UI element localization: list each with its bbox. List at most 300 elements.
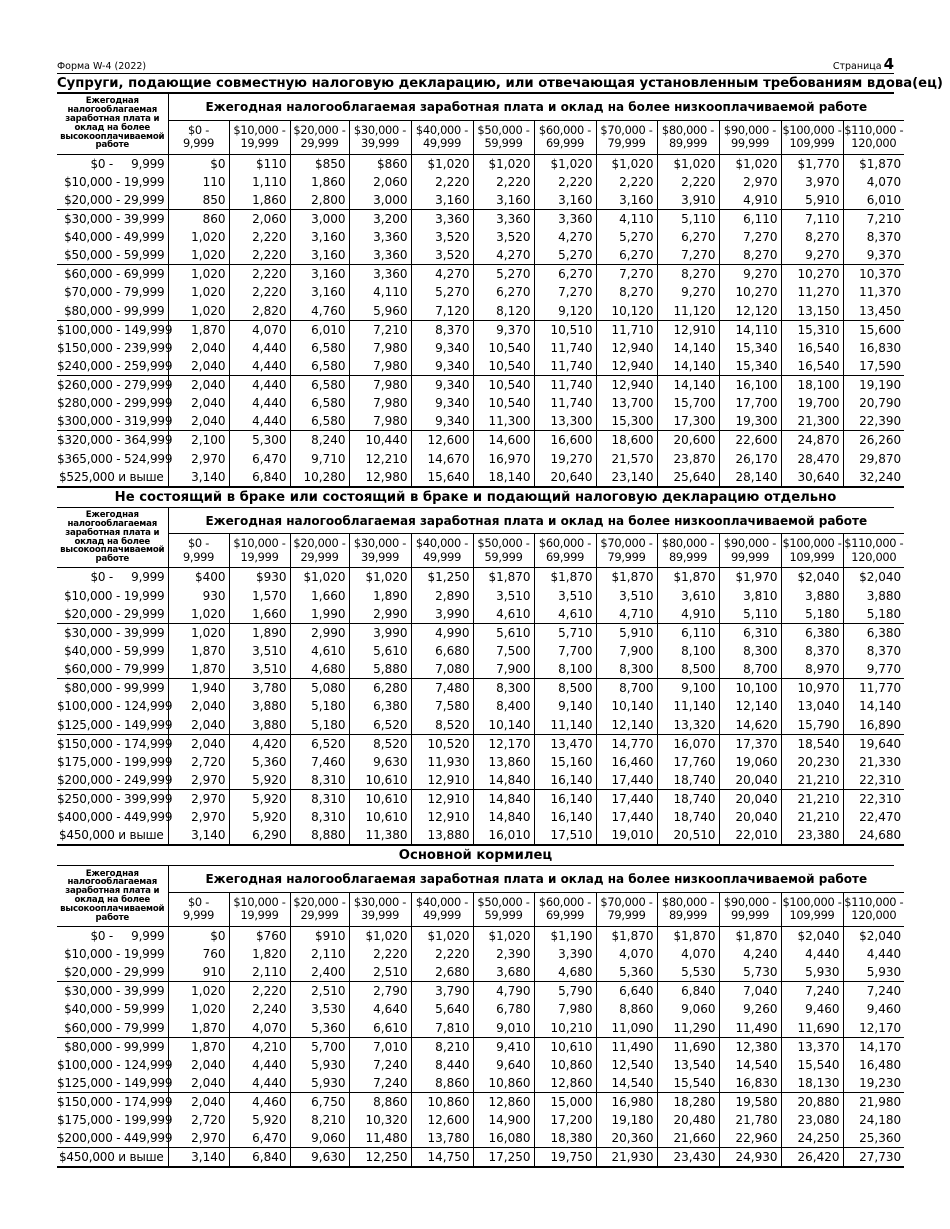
row-range-to: 174,999 bbox=[124, 736, 173, 751]
table-cell: 10,610 bbox=[349, 789, 411, 808]
table-cell: 10,610 bbox=[349, 808, 411, 826]
table-cell: 850 bbox=[168, 191, 229, 210]
row-range-to: 364,999 bbox=[124, 433, 173, 448]
table-cell: 17,700 bbox=[719, 394, 781, 412]
table-cell: 2,220 bbox=[229, 228, 290, 246]
table-row bbox=[57, 339, 904, 357]
table-row bbox=[57, 1129, 904, 1148]
table-row bbox=[57, 697, 904, 715]
table-cell: 1,870 bbox=[168, 642, 229, 660]
table-cell: 12,940 bbox=[596, 357, 657, 376]
table-cell: 30,640 bbox=[781, 468, 843, 487]
table-cell: 14,600 bbox=[473, 431, 534, 450]
table-cell: 19,230 bbox=[843, 1074, 904, 1093]
table-row bbox=[57, 376, 904, 395]
table-cell: 13,320 bbox=[657, 716, 719, 735]
table-cell: 2,970 bbox=[719, 173, 781, 191]
table-cell: 9,340 bbox=[411, 412, 473, 431]
table-cell: 10,140 bbox=[596, 697, 657, 715]
table-cell: 2,040 bbox=[168, 376, 229, 395]
table-cell: 9,770 bbox=[843, 660, 904, 679]
table-cell: 2,890 bbox=[411, 586, 473, 604]
row-label bbox=[57, 789, 173, 808]
table-cell: 23,380 bbox=[781, 826, 843, 845]
row-range-from: $30,000 - bbox=[64, 625, 121, 640]
table-cell: $1,870 bbox=[859, 156, 902, 171]
range-to: 109,999 bbox=[789, 549, 835, 564]
table-cell: 14,110 bbox=[719, 320, 781, 339]
table-cell: 3,160 bbox=[411, 191, 473, 210]
row-range-from: $150,000 - bbox=[57, 736, 121, 751]
table-row bbox=[57, 1092, 904, 1111]
table-cell: 2,970 bbox=[168, 449, 229, 467]
range-from: $30,000 - bbox=[353, 894, 407, 909]
table-cell: 1,020 bbox=[168, 265, 229, 284]
table-cell: 5,640 bbox=[411, 1000, 473, 1018]
table-cell: 8,210 bbox=[411, 1037, 473, 1056]
table-cell: $1,020 bbox=[473, 154, 534, 173]
row-range-to: 59,999 bbox=[123, 248, 165, 263]
table-cell: 19,750 bbox=[534, 1148, 596, 1168]
table-cell: 9,060 bbox=[290, 1129, 349, 1148]
row-range-from: $150,000 - bbox=[57, 1094, 121, 1109]
table-row bbox=[57, 431, 904, 450]
page-header bbox=[57, 56, 894, 74]
table-cell: 5,700 bbox=[290, 1037, 349, 1056]
table-cell: 17,590 bbox=[843, 357, 904, 376]
table-cell: 12,860 bbox=[473, 1092, 534, 1111]
row-label bbox=[57, 173, 168, 191]
table-cell: 10,610 bbox=[349, 771, 411, 790]
table-cell: 14,670 bbox=[411, 449, 473, 467]
table-row bbox=[57, 394, 904, 412]
column-range bbox=[290, 534, 349, 568]
row-range-from: $125,000 - bbox=[57, 1075, 121, 1090]
row-label bbox=[57, 1092, 173, 1111]
table-cell: 4,680 bbox=[534, 963, 596, 982]
table-cell: 3,160 bbox=[290, 246, 349, 265]
table-cell: 3,160 bbox=[473, 191, 534, 210]
row-range-from: $30,000 - bbox=[64, 984, 121, 999]
table-cell: 1,870 bbox=[168, 1037, 229, 1056]
table-cell: 7,270 bbox=[534, 283, 596, 301]
table-cell: 1,890 bbox=[229, 623, 290, 642]
table-cell: 5,930 bbox=[781, 963, 843, 982]
row-range-from: $80,000 - bbox=[64, 681, 121, 696]
table-cell: 9,630 bbox=[290, 1148, 349, 1168]
table-cell: $1,250 bbox=[411, 568, 473, 587]
table-cell: 7,460 bbox=[290, 753, 349, 771]
table-cell: 9,340 bbox=[411, 339, 473, 357]
range-from: $90,000 - bbox=[723, 894, 777, 909]
column-range bbox=[473, 120, 534, 154]
table-cell: 18,740 bbox=[657, 789, 719, 808]
table-cell: 11,140 bbox=[657, 697, 719, 715]
row-label bbox=[57, 926, 168, 945]
table-cell: 5,960 bbox=[349, 302, 411, 321]
table-cell: 9,270 bbox=[657, 283, 719, 301]
range-to: 39,999 bbox=[360, 136, 400, 150]
row-label bbox=[57, 265, 168, 284]
table-row bbox=[57, 945, 904, 963]
table-cell: 6,380 bbox=[349, 697, 411, 715]
row-label bbox=[57, 679, 168, 698]
table-row bbox=[57, 191, 904, 210]
table-cell: 12,910 bbox=[411, 771, 473, 790]
table-cell: 1,660 bbox=[290, 586, 349, 604]
row-range-to: 39,999 bbox=[123, 211, 165, 226]
table-cell: $1,020 bbox=[534, 154, 596, 173]
row-range-to: 49,999 bbox=[123, 230, 165, 245]
table-cell: 11,930 bbox=[411, 753, 473, 771]
table-cell: 5,180 bbox=[290, 716, 349, 735]
table-cell: 14,840 bbox=[473, 771, 534, 790]
table-cell: 5,360 bbox=[290, 1019, 349, 1038]
row-label bbox=[57, 808, 173, 826]
table-cell: 2,040 bbox=[168, 412, 229, 431]
table-cell: 5,920 bbox=[229, 1111, 290, 1129]
column-range bbox=[349, 892, 411, 926]
range-from: $40,000 - bbox=[415, 536, 469, 551]
row-range-to: 399,999 bbox=[124, 791, 173, 806]
tax-table bbox=[57, 94, 904, 488]
range-to: 59,999 bbox=[484, 908, 523, 923]
table-cell: 7,810 bbox=[411, 1019, 473, 1038]
table-cell: 19,180 bbox=[596, 1111, 657, 1129]
table-cell: 10,100 bbox=[719, 679, 781, 698]
table-cell: 16,980 bbox=[596, 1092, 657, 1111]
table-cell: 8,700 bbox=[596, 679, 657, 698]
table-cell: 21,780 bbox=[719, 1111, 781, 1129]
table-cell: 6,010 bbox=[843, 191, 904, 210]
table-cell: 20,480 bbox=[657, 1111, 719, 1129]
table-cell: 4,640 bbox=[349, 1000, 411, 1018]
table-cell: 3,510 bbox=[229, 660, 290, 679]
table-cell: 15,540 bbox=[657, 1074, 719, 1093]
row-range-to: 99,999 bbox=[123, 681, 165, 696]
table-cell: 7,010 bbox=[349, 1037, 411, 1056]
range-to: 19,999 bbox=[240, 136, 279, 150]
table-row bbox=[57, 1074, 904, 1093]
table-cell: 5,180 bbox=[781, 605, 843, 624]
table-cell: 1,870 bbox=[168, 320, 229, 339]
table-cell: 6,520 bbox=[349, 716, 411, 735]
table-cell: 4,440 bbox=[229, 339, 290, 357]
table-cell: 1,020 bbox=[168, 283, 229, 301]
range-from: $40,000 - bbox=[415, 894, 469, 909]
table-cell: 7,480 bbox=[411, 679, 473, 698]
table-cell: 12,250 bbox=[349, 1148, 411, 1168]
table-cell: 19,700 bbox=[781, 394, 843, 412]
range-to: 120,000 bbox=[851, 549, 897, 564]
table-cell: 3,360 bbox=[411, 209, 473, 228]
table-cell: 7,980 bbox=[349, 339, 411, 357]
table-cell: 12,910 bbox=[411, 808, 473, 826]
range-to: 49,999 bbox=[422, 549, 462, 564]
row-range-to: 124,999 bbox=[124, 699, 173, 714]
row-range-from: $20,000 - bbox=[64, 965, 121, 980]
table-cell: 5,110 bbox=[657, 209, 719, 228]
table-cell: 910 bbox=[168, 963, 229, 982]
table-cell: 13,040 bbox=[781, 697, 843, 715]
row-label bbox=[57, 716, 173, 735]
row-label bbox=[57, 228, 168, 246]
table-row bbox=[57, 734, 904, 753]
row-range-to: 149,999 bbox=[124, 1075, 173, 1090]
table-cell: 4,610 bbox=[534, 605, 596, 624]
table-cell: 10,520 bbox=[411, 734, 473, 753]
range-from: $60,000 - bbox=[538, 122, 592, 137]
table-row bbox=[57, 1148, 904, 1168]
table-cell: 11,690 bbox=[781, 1019, 843, 1038]
row-label bbox=[57, 697, 173, 715]
table-cell: $1,020 bbox=[349, 926, 411, 945]
table-cell: 21,300 bbox=[781, 412, 843, 431]
range-to: 9,999 bbox=[182, 549, 215, 564]
table-row bbox=[57, 963, 904, 982]
table-cell: 2,720 bbox=[168, 753, 229, 771]
row-label bbox=[57, 623, 168, 642]
table-cell: 3,360 bbox=[473, 209, 534, 228]
table-cell: 9,010 bbox=[473, 1019, 534, 1038]
table-cell: 2,800 bbox=[290, 191, 349, 210]
row-label bbox=[57, 431, 173, 450]
row-label bbox=[57, 568, 168, 587]
table-cell: 6,270 bbox=[596, 246, 657, 265]
table-cell: 9,460 bbox=[781, 1000, 843, 1018]
table-cell: 10,970 bbox=[781, 679, 843, 698]
column-axis-header: Ежегодная налогооблагаемая заработная плата и оклад на более низкооплачиваемой работе bbox=[168, 508, 904, 534]
range-from: $80,000 - bbox=[661, 122, 715, 137]
table-cell: 3,990 bbox=[349, 623, 411, 642]
table-cell: 15,340 bbox=[719, 339, 781, 357]
table-cell: 23,140 bbox=[596, 468, 657, 487]
column-range bbox=[843, 534, 904, 568]
table-cell: 13,300 bbox=[534, 412, 596, 431]
table-cell: 9,640 bbox=[473, 1056, 534, 1074]
row-range-from: $250,000 - bbox=[57, 791, 121, 806]
table-cell: 3,780 bbox=[229, 679, 290, 698]
row-range-to: 9,999 bbox=[131, 570, 165, 585]
row-range-from: $60,000 - bbox=[64, 267, 121, 282]
table-cell: 2,240 bbox=[229, 1000, 290, 1018]
table-cell: 2,040 bbox=[168, 716, 229, 735]
table-cell: 5,920 bbox=[229, 771, 290, 790]
table-cell: 3,360 bbox=[349, 246, 411, 265]
table-cell: $1,870 bbox=[657, 568, 719, 587]
table-cell: 7,110 bbox=[781, 209, 843, 228]
table-cell: 24,250 bbox=[781, 1129, 843, 1148]
table-cell: 8,310 bbox=[290, 771, 349, 790]
table-cell: 4,070 bbox=[866, 174, 902, 189]
table-cell: 4,440 bbox=[229, 1056, 290, 1074]
row-label: $525,000 и выше bbox=[57, 468, 168, 487]
range-to: 120,000 bbox=[851, 136, 897, 150]
table-cell: 10,120 bbox=[596, 302, 657, 321]
range-to: 99,999 bbox=[730, 549, 770, 564]
table-cell: 5,110 bbox=[719, 605, 781, 624]
table-row bbox=[57, 283, 904, 301]
range-from: $100,000 - bbox=[782, 536, 842, 551]
table-cell: $400 bbox=[168, 568, 229, 587]
table-cell: 23,080 bbox=[781, 1111, 843, 1129]
table-cell: 12,910 bbox=[411, 789, 473, 808]
row-label bbox=[57, 1000, 168, 1018]
row-range-to: 149,999 bbox=[124, 322, 173, 337]
table-cell: 20,510 bbox=[657, 826, 719, 845]
table-cell: 6,110 bbox=[719, 209, 781, 228]
table-cell: 11,270 bbox=[781, 283, 843, 301]
row-range-from: $40,000 - bbox=[64, 1002, 121, 1017]
row-range-to: 39,999 bbox=[123, 625, 165, 640]
table-cell: 5,920 bbox=[229, 808, 290, 826]
table-cell: 9,270 bbox=[719, 265, 781, 284]
column-range bbox=[229, 534, 290, 568]
table-cell: 29,870 bbox=[859, 451, 902, 466]
table-row bbox=[57, 623, 904, 642]
column-range bbox=[290, 892, 349, 926]
table-cell: 2,990 bbox=[349, 605, 411, 624]
range-from: $50,000 - bbox=[477, 894, 530, 909]
table-cell: 1,870 bbox=[168, 660, 229, 679]
table-cell: 6,380 bbox=[866, 625, 902, 640]
range-to: 79,999 bbox=[607, 136, 646, 150]
column-range bbox=[349, 534, 411, 568]
table-cell: 6,840 bbox=[657, 982, 719, 1001]
table-row bbox=[57, 173, 904, 191]
row-range-to: 29,999 bbox=[123, 192, 165, 207]
table-cell: 930 bbox=[168, 586, 229, 604]
table-cell: 10,210 bbox=[534, 1019, 596, 1038]
row-label bbox=[57, 771, 173, 790]
table-cell: 2,400 bbox=[290, 963, 349, 982]
table-cell: 12,940 bbox=[596, 339, 657, 357]
table-cell: 5,360 bbox=[229, 753, 290, 771]
table-cell: 7,270 bbox=[596, 265, 657, 284]
table-cell: 22,310 bbox=[843, 771, 904, 790]
range-from: $80,000 - bbox=[661, 536, 715, 551]
table-row bbox=[57, 605, 904, 624]
range-from: $50,000 - bbox=[477, 536, 530, 551]
table-cell: 2,220 bbox=[229, 265, 290, 284]
table-cell: 1,020 bbox=[168, 1000, 229, 1018]
range-to: 89,999 bbox=[668, 136, 708, 150]
table-cell: 4,070 bbox=[657, 945, 719, 963]
table-cell: 13,150 bbox=[781, 302, 843, 321]
row-range-to: 249,999 bbox=[124, 772, 173, 787]
row-label bbox=[57, 642, 168, 660]
table-cell: 2,220 bbox=[229, 982, 290, 1001]
column-range bbox=[229, 892, 290, 926]
table-cell: 24,870 bbox=[781, 431, 843, 450]
column-range bbox=[168, 120, 229, 154]
table-cell: 26,420 bbox=[781, 1148, 843, 1168]
column-range bbox=[229, 120, 290, 154]
table-cell: 22,010 bbox=[719, 826, 781, 845]
table-cell: 4,990 bbox=[411, 623, 473, 642]
table-cell: 7,240 bbox=[781, 982, 843, 1001]
table-cell: 14,140 bbox=[657, 376, 719, 395]
column-range bbox=[411, 892, 473, 926]
table-cell: 1,020 bbox=[168, 228, 229, 246]
table-cell: 15,160 bbox=[534, 753, 596, 771]
table-cell: 3,610 bbox=[657, 586, 719, 604]
row-label bbox=[57, 1111, 173, 1129]
row-range-from: $60,000 - bbox=[64, 662, 121, 677]
table-cell: 15,540 bbox=[781, 1056, 843, 1074]
table-cell: 4,440 bbox=[866, 946, 902, 961]
table-cell: 3,520 bbox=[473, 228, 534, 246]
table-cell: 14,540 bbox=[719, 1056, 781, 1074]
table-cell: 17,200 bbox=[534, 1111, 596, 1129]
range-to: 69,999 bbox=[545, 908, 585, 923]
table-cell: 9,340 bbox=[411, 376, 473, 395]
table-cell: 3,910 bbox=[657, 191, 719, 210]
table-cell: 10,370 bbox=[859, 267, 902, 282]
table-cell: 8,310 bbox=[290, 789, 349, 808]
table-cell: 5,930 bbox=[843, 963, 904, 982]
table-cell: 2,220 bbox=[596, 173, 657, 191]
row-label bbox=[57, 154, 168, 173]
table-cell: 2,970 bbox=[168, 771, 229, 790]
table-cell: 20,790 bbox=[859, 396, 902, 411]
row-range-to: 319,999 bbox=[124, 414, 173, 429]
table-cell: 12,940 bbox=[596, 376, 657, 395]
column-range bbox=[781, 892, 843, 926]
table-cell: $1,020 bbox=[349, 568, 411, 587]
table-cell: 9,340 bbox=[411, 394, 473, 412]
row-label bbox=[57, 302, 168, 321]
table-cell: 11,740 bbox=[534, 376, 596, 395]
table-cell: 5,180 bbox=[843, 605, 904, 624]
table-cell: 8,310 bbox=[290, 808, 349, 826]
table-cell: 13,370 bbox=[781, 1037, 843, 1056]
table-cell: 10,270 bbox=[781, 265, 843, 284]
range-to: 59,999 bbox=[484, 549, 523, 564]
table-cell: 1,020 bbox=[168, 623, 229, 642]
row-range-from: $125,000 - bbox=[57, 717, 121, 732]
table-cell: 8,880 bbox=[290, 826, 349, 845]
range-from: $50,000 - bbox=[477, 122, 530, 137]
document-page bbox=[57, 55, 943, 1168]
table-cell: 2,790 bbox=[349, 982, 411, 1001]
column-range bbox=[719, 892, 781, 926]
table-cell: 2,220 bbox=[229, 283, 290, 301]
table-cell: 4,420 bbox=[229, 734, 290, 753]
table-cell: 8,300 bbox=[473, 679, 534, 698]
column-range bbox=[290, 120, 349, 154]
table-cell: 17,250 bbox=[473, 1148, 534, 1168]
table-cell: 4,440 bbox=[229, 394, 290, 412]
range-to: 49,999 bbox=[422, 908, 462, 923]
table-cell: 4,610 bbox=[473, 605, 534, 624]
range-from: $20,000 - bbox=[293, 536, 346, 551]
table-cell: 3,680 bbox=[473, 963, 534, 982]
row-range-from: $300,000 - bbox=[57, 414, 121, 429]
table-cell: 5,270 bbox=[473, 265, 534, 284]
table-cell: 2,990 bbox=[290, 623, 349, 642]
table-cell: 4,680 bbox=[290, 660, 349, 679]
table-cell: $1,020 bbox=[473, 926, 534, 945]
table-cell: 3,160 bbox=[534, 191, 596, 210]
table-cell: $910 bbox=[290, 926, 349, 945]
table-cell: 3,970 bbox=[781, 173, 843, 191]
table-cell: 2,100 bbox=[168, 431, 229, 450]
row-label bbox=[57, 412, 173, 431]
table-row bbox=[57, 716, 904, 735]
range-from: $90,000 - bbox=[723, 122, 777, 137]
row-range-to: 79,999 bbox=[123, 662, 165, 677]
